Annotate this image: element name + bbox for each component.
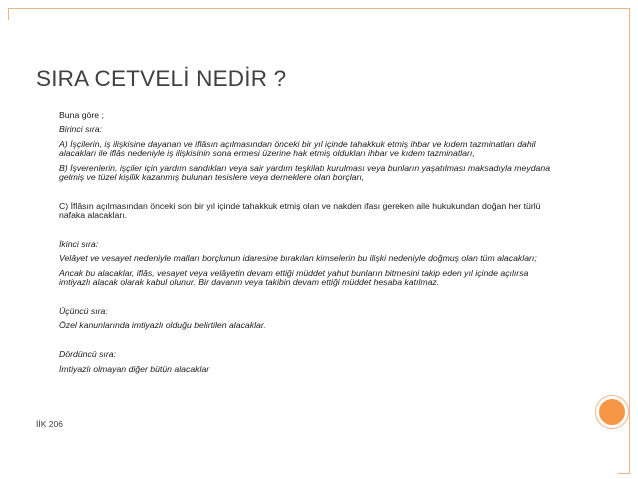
list-item: [36, 350, 556, 359]
bullet-icon: [36, 321, 59, 330]
list-item: [36, 226, 556, 235]
bullet-icon: [36, 187, 59, 196]
list-item-text: [59, 187, 556, 196]
list-item-text: Ancak bu alacaklar, iflâs, vesayet veya velâyetin devam ettiği müddet yahut bunların bitmesini takip eden yıl içinde açılırsa imtiyazlı alacak olarak kabul olunur. Bir davanın veya takibin devam ettiği müddet hesaba katılmaz.: [59, 267, 529, 288]
bullet-icon: [36, 269, 59, 288]
list-item: [36, 164, 556, 183]
border-line-right: [629, 8, 630, 474]
list-item: [36, 293, 556, 302]
border-line-left: [8, 8, 9, 20]
list-item: [36, 269, 556, 288]
bullet-icon: [36, 350, 59, 359]
list-item-text: [59, 226, 556, 235]
slide-title: SIRA CETVELİ NEDİR ?: [36, 66, 287, 91]
list-item-text: İmtiyazlı olmayan diğer bütün alacaklar: [59, 363, 210, 374]
border-line-bottom: [618, 473, 630, 474]
footer-reference: İİK 206: [36, 419, 63, 429]
bullet-icon: [36, 307, 59, 316]
bullet-icon: [36, 202, 59, 221]
bullet-icon: [36, 125, 59, 134]
bullet-icon: [36, 365, 59, 374]
list-item: [36, 307, 556, 316]
list-item-text: İkinci sıra:: [59, 239, 99, 250]
border-line-top: [8, 8, 629, 9]
decorative-circle: [596, 396, 628, 428]
list-item-text: A) İşçilerin, iş ilişkisine dayanan ve iflâsın açılmasından önceki bir yıl içinde tahakkuk etmiş ihbar ve kıdem tazminatları dahil alacakları ile iflâs nedeniyle iş ilişkisinin sona ermesi üzerine hak etmiş oldukları ihbar ve kıdem tazminatları,: [59, 138, 536, 159]
list-item: [36, 202, 556, 221]
list-item-text: Buna göre ;: [59, 110, 104, 120]
bullet-icon: [36, 293, 59, 302]
list-item-text: Velâyet ve vesayet nedeniyle malları borçlunun idaresine bırakılan kimselerin bu ilişki nedeniyle doğmuş olan tüm alacakları;: [59, 253, 537, 264]
list-item-text: C) İflâsın açılmasından önceki son bir yıl içinde tahakkuk etmiş olan ve nakden ifası gereken aile hukukundan doğan her türlü nafaka alacakları.: [59, 200, 541, 221]
list-item-text: Özel kanunlarında imtiyazlı olduğu belirtilen alacaklar.: [59, 320, 266, 331]
list-item: [36, 140, 556, 159]
list-item: [36, 111, 556, 120]
list-item-text: [59, 293, 556, 302]
list-item: [36, 187, 556, 196]
list-item-text: Dördüncü sıra:: [59, 349, 116, 360]
list-item-text: Birinci sıra:: [59, 124, 102, 135]
bullet-icon: [36, 164, 59, 183]
list-item: [36, 240, 556, 249]
list-item: [36, 321, 556, 330]
bullet-icon: [36, 240, 59, 249]
list-item: [36, 365, 556, 374]
bullet-list: [36, 111, 556, 374]
bullet-icon: [36, 336, 59, 345]
list-item: [36, 125, 556, 134]
list-item: [36, 336, 556, 345]
list-item-text: Üçüncü sıra:: [59, 306, 108, 317]
bullet-icon: [36, 140, 59, 159]
bullet-icon: [36, 254, 59, 263]
list-item-text: B) İşverenlerin, işçiler için yardım sandıkları veya sair yardım teşkilatı kurulması veya bunların yaşatılması maksadıyla meydana gelmiş ve tüzel kişilik kazanmış bulunan tesislere veya derneklere olan borçları,: [59, 162, 551, 183]
bullet-icon: [36, 226, 59, 235]
list-item: [36, 254, 556, 263]
list-item-text: [59, 336, 556, 345]
bullet-icon: [36, 111, 59, 120]
